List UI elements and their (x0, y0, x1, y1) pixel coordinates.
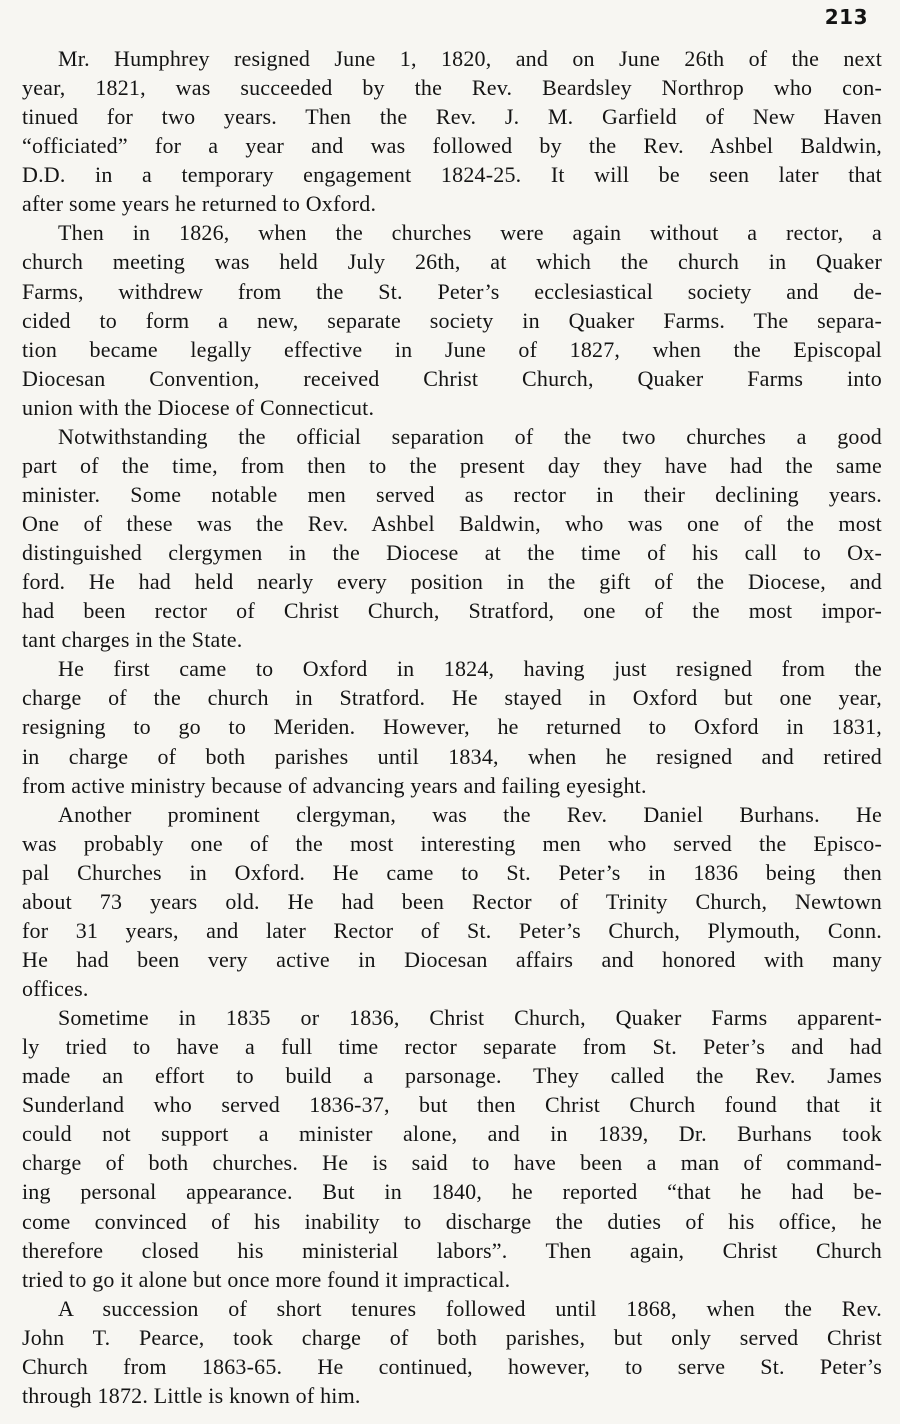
text-line: A succession of short tenures followed until 1868, when the Rev. (58, 1295, 882, 1321)
paragraph (22, 1003, 882, 1294)
text-line: come convinced of his inability to discharge the duties of his office, he (22, 1208, 882, 1234)
text-line: distinguished clergymen in the Diocese at the time of his call to Ox- (22, 540, 882, 566)
text-line: year, 1821, was succeeded by the Rev. Beardsley Northrop who con- (22, 75, 882, 101)
text-line: cided to form a new, separate society in Quaker Farms. The separa- (22, 307, 882, 333)
text-line: Another prominent clergyman, was the Rev. Daniel Burhans. He (58, 801, 882, 827)
text-line: made an effort to build a parsonage. They called the Rev. James (22, 1063, 882, 1089)
paragraph (22, 654, 882, 799)
text-line: charge of both churches. He is said to have been a man of command- (22, 1150, 882, 1176)
text-line: tion became legally effective in June of 1827, when the Episcopal (22, 336, 882, 362)
text-line: He had been very active in Diocesan affairs and honored with many (22, 946, 882, 972)
paragraph (22, 800, 882, 1003)
paragraph (22, 218, 882, 421)
text-line: D.D. in a temporary engagement 1824-25. It will be seen later that (22, 162, 882, 188)
text-line: Then in 1826, when the churches were again without a rector, a (58, 220, 882, 246)
paragraph (22, 422, 882, 655)
text-line: could not support a minister alone, and in 1839, Dr. Burhans took (22, 1121, 882, 1147)
text-line: therefore closed his ministerial labors”. Then again, Christ Church (22, 1237, 882, 1263)
text-line: through 1872. Little is known of him. (22, 1382, 361, 1408)
text-line: offices. (22, 976, 89, 1001)
page-number: 213 (824, 5, 868, 29)
text-line: church meeting was held July 26th, at which the church in Quaker (22, 249, 882, 275)
text-line: One of these was the Rev. Ashbel Baldwin, who was one of the most (22, 511, 882, 536)
text-line: union with the Diocese of Connecticut. (22, 394, 375, 420)
text-line: had been rector of Christ Church, Stratford, one of the most impor- (22, 598, 882, 624)
text-line: “officiated” for a year and was followed by the Rev. Ashbel Baldwin, (22, 133, 882, 159)
text-line: charge of the church in Stratford. He stayed in Oxford but one year, (22, 685, 882, 711)
text-line: was probably one of the most interesting men who served the Episco- (22, 830, 882, 856)
text-line: Mr. Humphrey resigned June 1, 1820, and on June 26th of the next (58, 46, 882, 71)
text-line: John T. Pearce, took charge of both parishes, but only served Christ (22, 1324, 882, 1350)
body-text (22, 44, 882, 1410)
text-line: after some years he returned to Oxford. (22, 191, 377, 217)
text-line: in charge of both parishes until 1834, when he resigned and retired (22, 743, 882, 769)
text-line: ing personal appearance. But in 1840, he reported “that he had be- (22, 1179, 882, 1205)
text-line: tried to go it alone but once more found it impractical. (22, 1266, 511, 1292)
text-line: tant charges in the State. (22, 627, 243, 653)
text-line: Notwithstanding the official separation of the two churches a good (58, 423, 882, 449)
text-line: Sunderland who served 1836-37, but then Christ Church found that it (22, 1092, 882, 1118)
text-line: ly tried to have a full time rector separate from St. Peter’s and had (22, 1034, 882, 1060)
text-line: about 73 years old. He had been Rector of Trinity Church, Newtown (22, 888, 882, 914)
paragraph (22, 44, 882, 218)
text-line: for 31 years, and later Rector of St. Peter’s Church, Plymouth, Conn. (22, 917, 882, 943)
text-line: Diocesan Convention, received Christ Church, Quaker Farms into (22, 365, 882, 391)
text-line: Church from 1863-65. He continued, however, to serve St. Peter’s (22, 1353, 882, 1379)
text-line: pal Churches in Oxford. He came to St. Peter’s in 1836 being then (22, 859, 882, 885)
text-line: resigning to go to Meriden. However, he returned to Oxford in 1831, (22, 714, 882, 740)
text-line: ford. He had held nearly every position in the gift of the Diocese, and (22, 569, 882, 595)
text-line: Sometime in 1835 or 1836, Christ Church, Quaker Farms apparent- (58, 1005, 882, 1031)
text-line: He first came to Oxford in 1824, having just resigned from the (58, 656, 882, 682)
text-line: minister. Some notable men served as rector in their declining years. (22, 481, 882, 507)
text-line: Farms, withdrew from the St. Peter’s ecclesiastical society and de- (22, 278, 882, 304)
text-line: tinued for two years. Then the Rev. J. M. Garfield of New Haven (22, 104, 882, 130)
text-line: from active ministry because of advancing years and failing eyesight. (22, 772, 647, 798)
paragraph (22, 1294, 882, 1410)
text-line: part of the time, from then to the present day they have had the same (22, 452, 882, 478)
